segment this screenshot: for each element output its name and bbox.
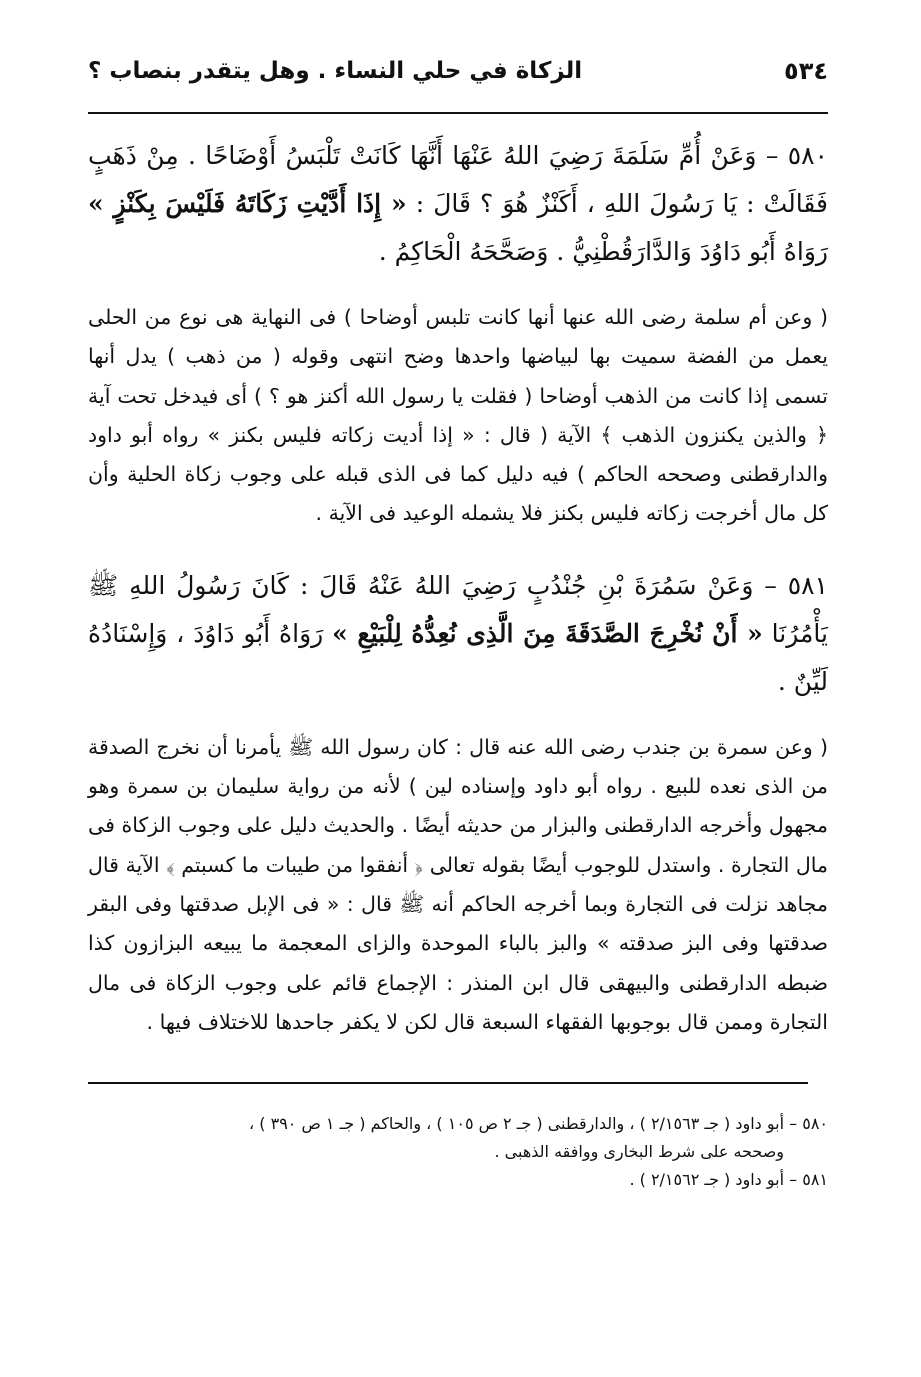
hadith-matn: « إِذَا أَدَّيْتِ زَكَاتَهُ فَلَيْسَ بِكَنْزٍ » — [88, 189, 407, 218]
hadith-number: ٥٨١ – — [764, 570, 828, 600]
footnote-580-line-2: وصححه على شرط البخارى ووافقه الذهبى . — [494, 1142, 784, 1162]
hadith-text: وَعَنْ سَمُرَةَ بْنِ جُنْدُبٍ رَضِيَ اللهُ عَنْهُ قَالَ : كَانَ رَسُولُ اللهِ ﷺ يَأْمُرُنَا — [88, 570, 828, 648]
commentary-580: ( وعن أم سلمة رضى الله عنها أنها كانت تلبس أوضاحا ) فى النهاية هى نوع من الحلى يعمل من الفضة سميت بها لبياضها واحدها وضح انتهى وقوله ( من ذهب ) يدل أنها تسمى إذا كانت من الذهب أوضاحا ( فقلت يا رسول الله أكنز هو ؟ ) أى فيدخل تحت آية ﴿ والذين يكنزون الذهب ﴾ الآية ( قال : « إذا أديت زكاته فليس بكنز » رواه أبو داود والدارقطنى وصححه الحاكم ) فيه دليل كما فى الذى قبله على وجوب زكاة الحلية وأن كل مال أخرجت زكاته فليس بكنز فلا يشمله الوعيد فى الآية . — [88, 305, 828, 526]
book-page — [88, 50, 828, 1194]
hadith-581 — [88, 562, 828, 706]
footnote-581: ٥٨١ – أبو داود ( جـ ٢/١٥٦٢ ) . — [629, 1170, 828, 1190]
running-title: الزكاة في حلي النساء . وهل يتقدر بنصاب ؟ — [88, 58, 583, 84]
footnote-rule — [88, 1082, 808, 1084]
hadith-number: ٥٨٠ – — [765, 141, 828, 170]
running-header — [88, 50, 828, 92]
hadith-matn: « أَنْ نُخْرِجَ الصَّدَقَةَ مِنَ الَّذِى نُعِدُّهُ لِلْبَيْعِ » — [332, 618, 763, 648]
hadith-source: رَوَاهُ أَبُو دَاوُدَ وَالدَّارَقُطْنِيُّ . وَصَحَّحَهُ الْحَاكِمُ . — [378, 237, 828, 266]
footnote-580-line-1: ٥٨٠ – أبو داود ( جـ ٢/١٥٦٣ ) ، والدارقطنى ( جـ ٢ ص ١٠٥ ) ، والحاكم ( جـ ١ ص ٣٩٠ ) ، — [249, 1114, 828, 1134]
commentary-581: ( وعن سمرة بن جندب رضى الله عنه قال : كان رسول الله ﷺ يأمرنا أن نخرج الصدقة من الذى نعده للبيع . رواه أبو داود وإسناده لين ) لأنه من رواية سليمان بن سمرة وهو مجهول وأخرجه الدارقطنى والبزار من حديثه أيضًا . والحديث دليل على وجوب الزكاة فى مال التجارة . واستدل للوجوب أيضًا بقوله تعالى ﴿ أنفقوا من طيبات ما كسبتم ﴾ الآية قال مجاهد نزلت فى التجارة وبما أخرجه الحاكم أنه ﷺ قال : « فى الإبل صدقتها وفى البقر صدقتها وفى البز صدقته » والبز بالباء الموحدة والزاى المعجمة ما يبيعه البزازون كذا ضبطه الدارقطنى والبيهقى قال ابن المنذر : الإجماع قائم على وجوب الزكاة فى مال التجارة وممن قال بوجوبها الفقهاء السبعة قال لكن لا يكفر جاحدها للاختلاف فيها . — [88, 734, 828, 1034]
hadith-source: رَوَاهُ أَبُو دَاوُدَ ، وَإِسْنَادُهُ لَيِّنٌ . — [88, 618, 828, 696]
section-gap — [88, 534, 828, 544]
header-rule — [88, 112, 828, 114]
footnotes — [88, 1110, 828, 1194]
hadith-text: وَعَنْ أُمِّ سَلَمَةَ رَضِيَ اللهُ عَنْهَا أَنَّهَا كَانَتْ تَلْبَسُ أَوْضَاحًا . مِنْ ذَهَبٍ فَقَالَتْ : يَا رَسُولَ اللهِ ، أَكَنْزٌ هُوَ ؟ قَالَ : — [88, 141, 829, 218]
page-number: ٥٣٤ — [784, 57, 828, 85]
hadith-580 — [88, 132, 828, 276]
